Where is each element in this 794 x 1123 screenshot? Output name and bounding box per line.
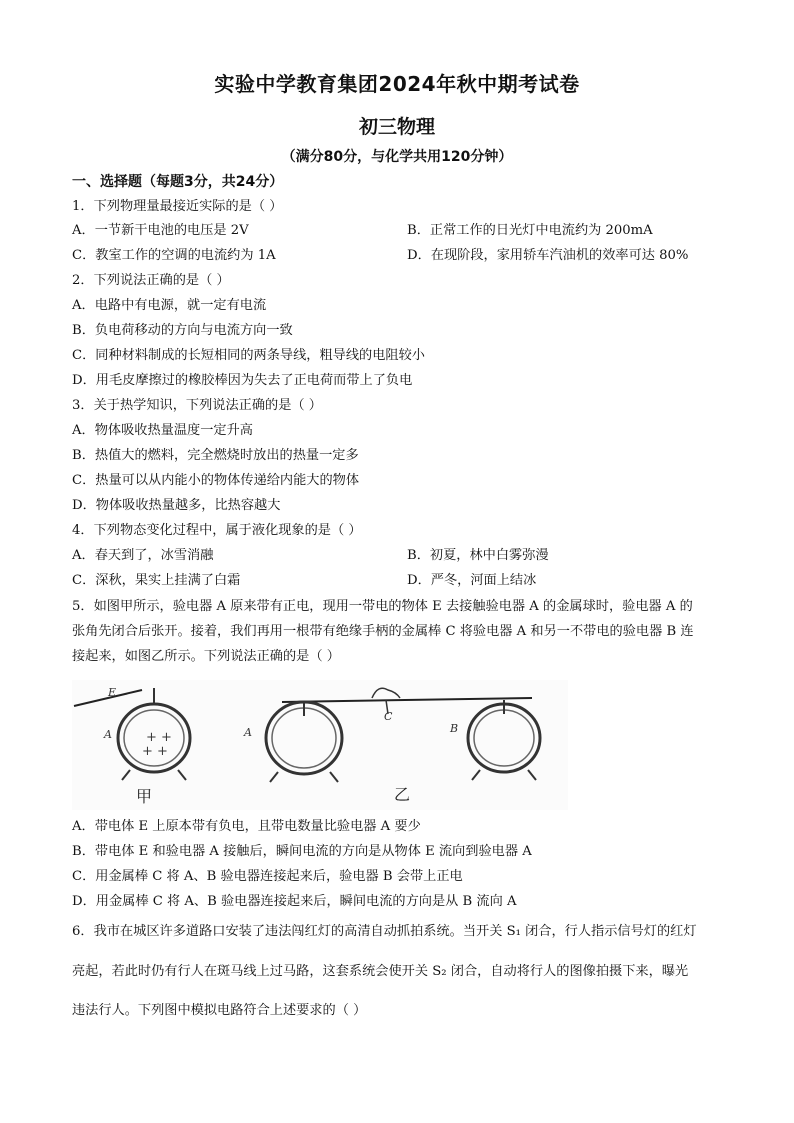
q2-option-b: B．负电荷移动的方向与电流方向一致 bbox=[72, 323, 293, 338]
q3-stem: 3．关于热学知识，下列说法正确的是（ ） bbox=[72, 398, 322, 413]
q1-stem: 1．下列物理量最接近实际的是（ ） bbox=[72, 199, 283, 214]
charge-marks-row2: + + bbox=[142, 744, 168, 759]
q6-stem-line3: 违法行人。下列图中模拟电路符合上述要求的（ ） bbox=[72, 1003, 367, 1018]
electroscope-b bbox=[468, 704, 540, 772]
q5-option-d: D．用金属棒 C 将 A、B 验电器连接起来后，瞬间电流的方向是从 B 流向 A bbox=[72, 894, 517, 909]
label-a-left: A bbox=[104, 728, 112, 741]
insulated-handle bbox=[372, 688, 400, 698]
q1-option-a: A．一节新干电池的电压是 2V bbox=[72, 223, 249, 238]
exam-subject: 初三物理 bbox=[358, 116, 435, 138]
q4-option-d: D．严冬，河面上结冰 bbox=[407, 573, 537, 588]
q1-option-d: D．在现阶段，家用轿车汽油机的效率可达 80% bbox=[407, 248, 689, 263]
q3-option-b: B．热值大的燃料，完全燃烧时放出的热量一定多 bbox=[72, 448, 359, 463]
q2-option-d: D．用毛皮摩擦过的橡胶棒因为失去了正电荷而带上了负电 bbox=[72, 373, 413, 388]
q5-stem-line2: 张角先闭合后张开。接着，我们再用一根带有绝缘手柄的金属棒 C 将验电器 A 和另一不带电的验电器 B 连 bbox=[72, 624, 694, 639]
q6-stem-line2: 亮起，若此时仍有行人在斑马线上过马路，这套系统会使开关 S₂ 闭合，自动将行人的图像拍摄下来，曝光 bbox=[72, 964, 689, 979]
q4-stem: 4．下列物态变化过程中，属于液化现象的是（ ） bbox=[72, 523, 362, 538]
q1-option-b: B．正常工作的日光灯中电流约为 200mA bbox=[407, 223, 653, 238]
q1-option-c: C．教室工作的空调的电流约为 1A bbox=[72, 248, 276, 263]
label-b: B bbox=[450, 722, 459, 735]
label-e: E bbox=[108, 686, 117, 699]
q2-option-a: A．电路中有电源，就一定有电流 bbox=[72, 298, 267, 313]
metal-rod-c bbox=[282, 698, 532, 702]
caption-yi: 乙 bbox=[394, 785, 411, 804]
q5-option-a: A．带电体 E 上原本带有负电，且带电数量比验电器 A 要少 bbox=[72, 819, 421, 834]
q5-stem-line3: 接起来，如图乙所示。下列说法正确的是（ ） bbox=[72, 649, 340, 664]
q2-stem: 2．下列说法正确的是（ ） bbox=[72, 273, 230, 288]
caption-jia: 甲 bbox=[136, 787, 153, 806]
q3-option-a: A．物体吸收热量温度一定升高 bbox=[72, 423, 253, 438]
q5-option-c: C．用金属棒 C 将 A、B 验电器连接起来后，验电器 B 会带上正电 bbox=[72, 869, 463, 884]
score-note: （满分80分，与化学共用120分钟） bbox=[281, 149, 513, 165]
q2-option-c: C．同种材料制成的长短相同的两条导线，粗导线的电阻较小 bbox=[72, 348, 425, 363]
charge-marks-row1: + + bbox=[146, 730, 172, 745]
q4-option-a: A．春天到了，冰雪消融 bbox=[72, 548, 214, 563]
label-a-right: A bbox=[244, 726, 252, 739]
q5-stem-line1: 5．如图甲所示，验电器 A 原来带有正电，现用一带电的物体 E 去接触验电器 A 的金属球时，验电器 A 的 bbox=[72, 599, 693, 614]
section-title-choice: 一、选择题（每题3分，共24分） bbox=[72, 174, 284, 190]
q3-option-d: D．物体吸收热量越多，比热容越大 bbox=[72, 498, 281, 513]
q3-option-c: C．热量可以从内能小的物体传递给内能大的物体 bbox=[72, 473, 360, 488]
q5-option-b: B．带电体 E 和验电器 A 接触后，瞬间电流的方向是从物体 E 流向到验电器 A bbox=[72, 844, 532, 859]
q4-option-b: B．初夏，林中白雾弥漫 bbox=[407, 548, 549, 563]
label-c: C bbox=[384, 710, 393, 723]
q4-option-c: C．深秋，果实上挂满了白霜 bbox=[72, 573, 241, 588]
q6-stem-line1: 6．我市在城区许多道路口安装了违法闯红灯的高清自动抓拍系统。当开关 S₁ 闭合，行人指示信号灯的红灯 bbox=[72, 924, 697, 939]
exam-title: 实验中学教育集团2024年秋中期考试卷 bbox=[214, 72, 580, 96]
q5-figure bbox=[72, 680, 568, 810]
